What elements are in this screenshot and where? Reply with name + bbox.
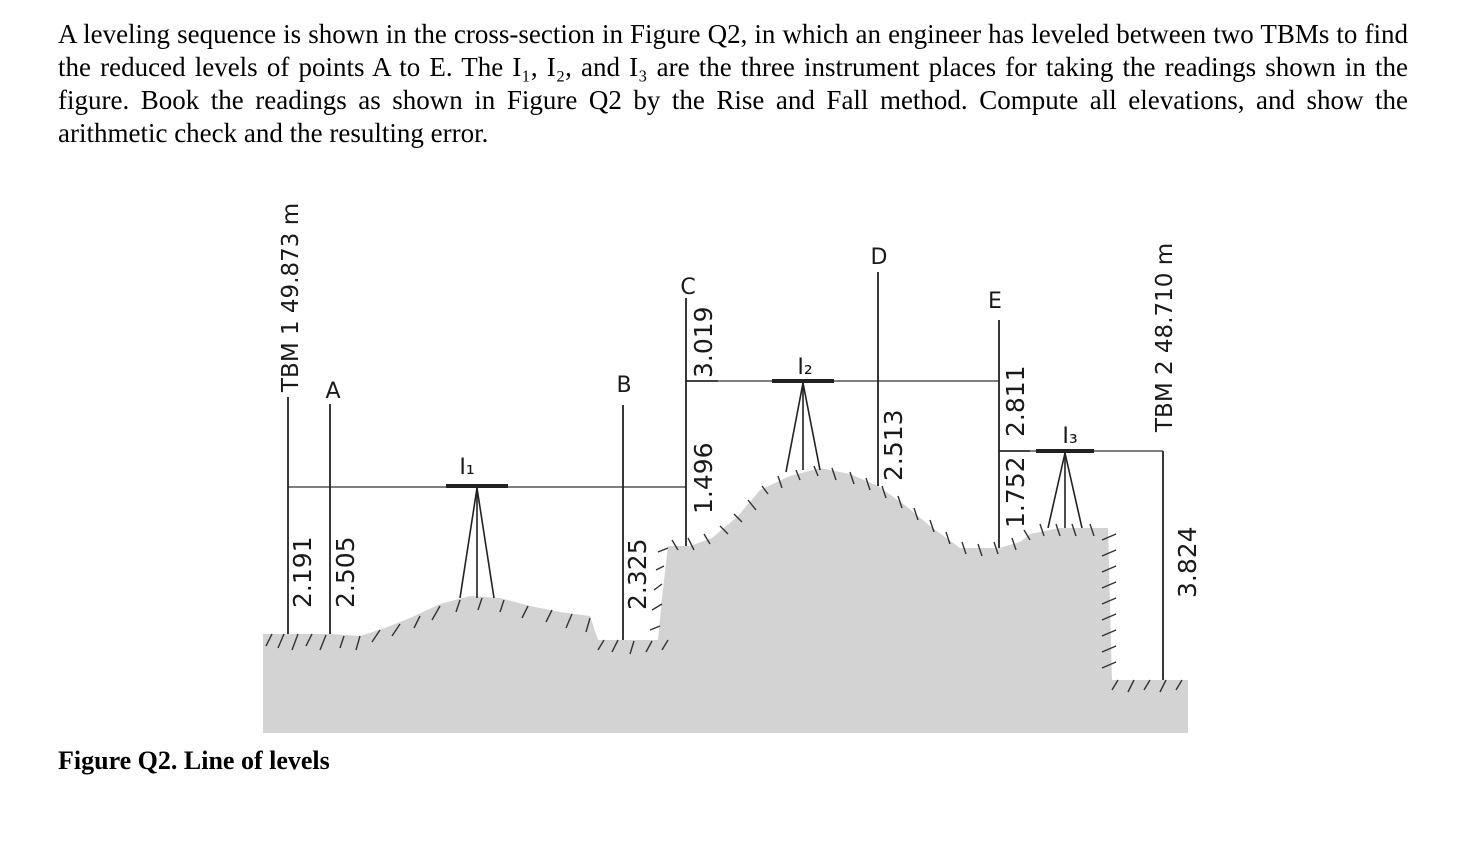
- point-label-b: B: [616, 373, 632, 398]
- point-label-d: D: [870, 245, 888, 270]
- reading-b: 2.325: [623, 538, 652, 610]
- lines-of-sight: [288, 381, 1163, 487]
- point-label-a: A: [325, 379, 341, 404]
- reading-tbm2: 3.824: [1173, 526, 1202, 598]
- reading-e-backsight: 2.811: [1001, 365, 1030, 437]
- tbm2-label: TBM 2 48.710 m: [1152, 242, 1178, 432]
- instrument-i2-icon: [772, 381, 834, 472]
- reading-d: 2.513: [879, 409, 908, 481]
- instrument-i1-icon: [446, 486, 508, 598]
- question-paragraph: A leveling sequence is shown in the cross-section in Figure Q2, in which an engineer has leveled between two TBMs to find the reduced levels of points A to E. The I₁, I₂, and I₃ are the three instrument places for taking the readings shown in the figure. Book the readings as shown in Figure Q2 by the Rise and Fall method. Compute all elevations, and show the arithmetic check and the resulting error.: [58, 19, 1408, 148]
- reading-tbm1: 2.191: [288, 536, 317, 608]
- reading-a: 2.505: [331, 536, 360, 608]
- ground-cross-section: [263, 468, 1188, 733]
- point-label-c: C: [680, 275, 696, 300]
- instrument-label-i3: I₃: [1062, 424, 1078, 449]
- instrument-i3-icon: [1036, 451, 1094, 528]
- instrument-label-i2: I₂: [797, 355, 813, 380]
- tbm1-label: TBM 1 49.873 m: [278, 202, 304, 392]
- point-label-e: E: [988, 289, 1002, 314]
- reading-c-foresight: 1.496: [689, 442, 718, 514]
- reading-c-backsight: 3.019: [689, 306, 718, 378]
- reading-e-foresight: 1.752: [1001, 456, 1030, 528]
- instrument-label-i1: I₁: [459, 455, 475, 480]
- figure-caption: Figure Q2. Line of levels: [58, 746, 330, 775]
